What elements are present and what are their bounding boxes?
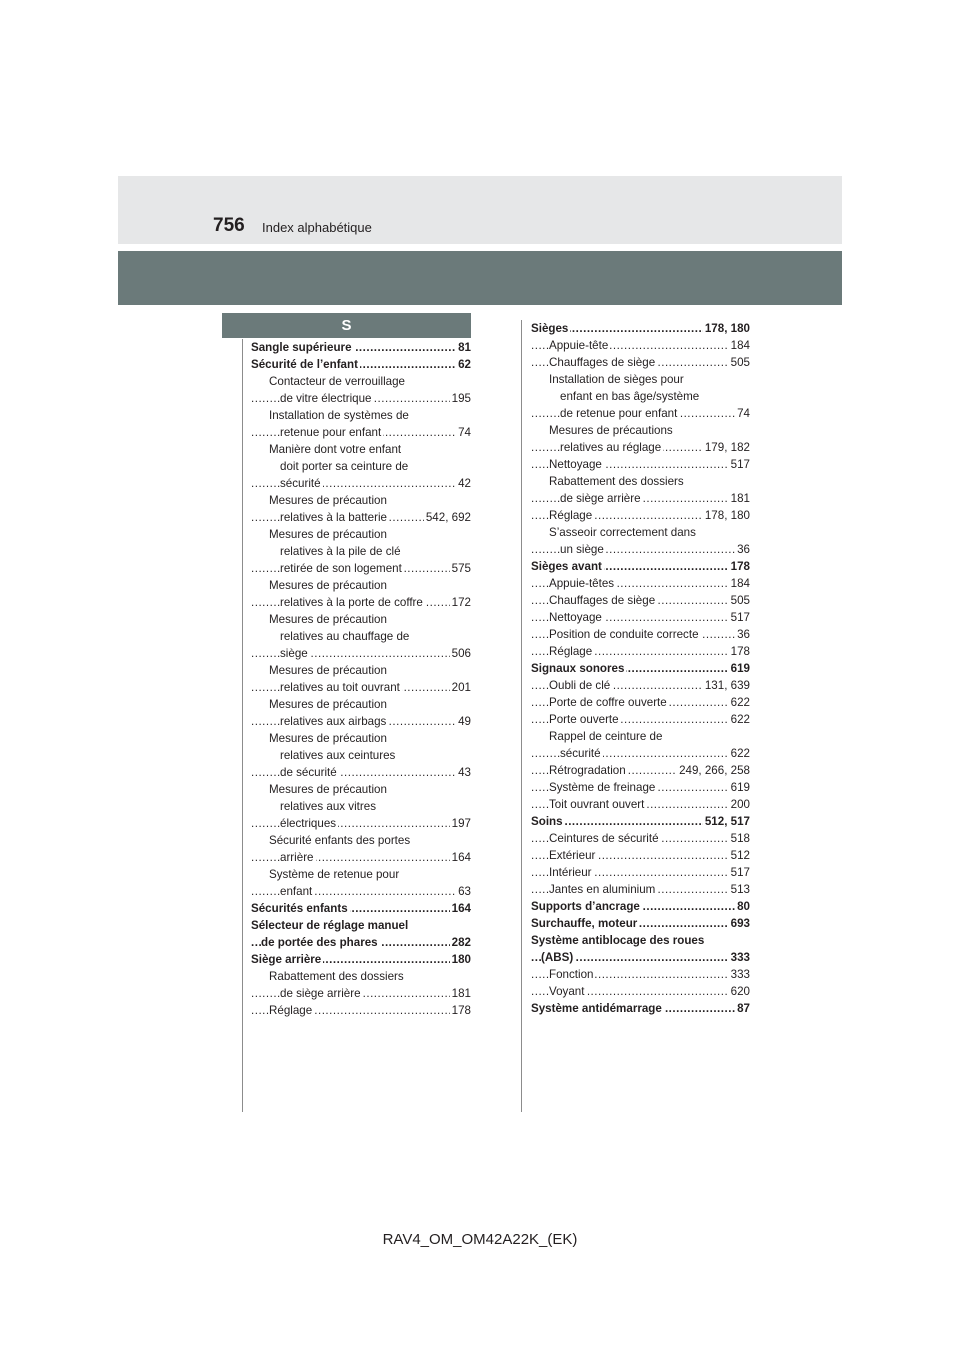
index-entry-text: Réglage: [269, 1004, 313, 1017]
index-entry-page: 74: [737, 407, 750, 420]
index-entry: [531, 592, 750, 609]
index-entry-text: de siège arrière: [280, 987, 361, 1000]
index-entry: [531, 762, 750, 779]
index-entry-page: 87: [737, 1002, 750, 1015]
index-entry: [251, 747, 471, 764]
index-entry: [531, 507, 750, 524]
index-entry: [531, 422, 750, 439]
index-entry: [531, 711, 750, 728]
index-entry: [251, 645, 471, 662]
index-entry: [251, 764, 471, 781]
index-entry: [531, 915, 750, 932]
index-entry-text: Mesures de précautions: [549, 424, 673, 437]
index-entry-page: 184: [730, 339, 750, 352]
index-entry: [251, 696, 471, 713]
index-entry-page: 201: [451, 681, 471, 694]
index-entry-text: Sécurités enfants: [251, 902, 348, 915]
index-entry-text: sécurité: [560, 747, 601, 760]
index-entry-text: relatives au chauffage de: [280, 630, 410, 643]
index-entry: [251, 492, 471, 509]
index-entry: [251, 781, 471, 798]
index-entry: [531, 830, 750, 847]
index-entry-text: Système de freinage: [549, 781, 656, 794]
index-entry: [251, 373, 471, 390]
index-entry-text: relatives au toit ouvrant: [280, 681, 400, 694]
index-entry-text: de retenue pour enfant: [560, 407, 678, 420]
index-entry: [531, 796, 750, 813]
index-entry-text: Mesures de précaution: [269, 732, 387, 745]
index-entry-page: 36: [737, 543, 750, 556]
index-entry-text: Ceintures de sécurité: [549, 832, 659, 845]
index-entry: [251, 662, 471, 679]
index-entry-text: relatives aux ceintures: [280, 749, 396, 762]
index-entry-text: Chauffages de siège: [549, 356, 656, 369]
index-entry: [251, 339, 471, 356]
index-entry: [531, 575, 750, 592]
index-entry: [531, 354, 750, 371]
index-entry: [531, 541, 750, 558]
index-entry: [531, 898, 750, 915]
index-entry: [531, 966, 750, 983]
index-entry-page: 249, 266, 258: [679, 764, 750, 777]
index-entry-text: Surchauffe, moteur: [531, 917, 638, 930]
index-entry-text: enfant: [280, 885, 313, 898]
index-entry-page: 195: [451, 392, 471, 405]
index-entry-text: Rétrogradation: [549, 764, 626, 777]
index-entry-page: 506: [451, 647, 471, 660]
index-entry-text: Sécurité de l’enfant: [251, 358, 358, 371]
index-entry: [531, 609, 750, 626]
index-entry: [531, 745, 750, 762]
index-entry-page: 200: [730, 798, 750, 811]
index-entry: [251, 407, 471, 424]
index-entry-page: 517: [730, 866, 750, 879]
index-entry-page: 42: [458, 477, 471, 490]
index-entry: [531, 983, 750, 1000]
index-entry-text: Mesures de précaution: [269, 613, 387, 626]
index-entry-page: 619: [730, 781, 750, 794]
index-entry-page: 172: [451, 596, 471, 609]
index-entry-page: 178: [730, 645, 750, 658]
index-entry-page: 36: [737, 628, 750, 641]
index-entry-page: 184: [730, 577, 750, 590]
column-divider-left: [242, 339, 243, 1112]
index-entry-text: Appuie-tête: [549, 339, 609, 352]
index-entry-text: Installation de systèmes de: [269, 409, 409, 422]
index-entry-text: doit porter sa ceinture de: [280, 460, 409, 473]
index-entry: [251, 475, 471, 492]
index-entry-page: 622: [730, 747, 750, 760]
index-entry-text: Mesures de précaution: [269, 494, 387, 507]
index-entry-page: 622: [730, 713, 750, 726]
index-entry: [251, 441, 471, 458]
index-entry: [531, 388, 750, 405]
index-entry: [531, 405, 750, 422]
index-entry-page: 81: [458, 341, 471, 354]
index-entry: [251, 713, 471, 730]
index-entry-text: de sécurité: [280, 766, 337, 779]
index-entry-page: 164: [451, 902, 471, 915]
index-entry: [251, 543, 471, 560]
index-entry-text: Réglage: [549, 509, 593, 522]
index-entry: [531, 694, 750, 711]
index-entry-text: Mesures de précaution: [269, 579, 387, 592]
index-entry: [531, 626, 750, 643]
index-entry-text: Installation de sièges pour: [549, 373, 684, 386]
index-entry: [531, 456, 750, 473]
section-letter-tab: S: [222, 313, 471, 338]
index-entry-page: 333: [730, 951, 750, 964]
index-entry-page: 282: [451, 936, 471, 949]
index-entry-page: 49: [458, 715, 471, 728]
index-entry-text: relatives à la batterie: [280, 511, 387, 524]
index-entry: [531, 439, 750, 456]
index-entry-text: retirée de son logement: [280, 562, 402, 575]
index-column-2: [531, 320, 750, 1017]
index-entry-text: Sélecteur de réglage manuel: [251, 919, 409, 932]
index-entry: [251, 594, 471, 611]
index-entry-text: Mesures de précaution: [269, 783, 387, 796]
index-entry: [531, 881, 750, 898]
index-entry-page: 513: [730, 883, 750, 896]
index-entry-text: Système antiblocage des roues: [531, 934, 705, 947]
index-entry-text: relatives aux airbags: [280, 715, 387, 728]
index-entry-text: Porte de coffre ouverte: [549, 696, 667, 709]
index-entry-page: 505: [730, 356, 750, 369]
index-entry-page: 62: [458, 358, 471, 371]
index-entry: [531, 949, 750, 966]
index-entry-page: 179, 182: [704, 441, 750, 454]
index-entry-text: Sièges avant: [531, 560, 602, 573]
index-entry: [251, 917, 471, 934]
column-divider-middle: [521, 320, 522, 1112]
index-entry-text: Jantes en aluminium: [549, 883, 656, 896]
index-entry: [251, 424, 471, 441]
index-entry-text: Mesures de précaution: [269, 698, 387, 711]
index-entry-text: enfant en bas âge/système: [560, 390, 700, 403]
index-entry: [251, 679, 471, 696]
index-entry-text: électriques: [280, 817, 337, 830]
index-entry-page: 178: [451, 1004, 471, 1017]
index-entry: [251, 866, 471, 883]
index-entry-text: Siège arrière: [251, 953, 322, 966]
index-entry-text: Intérieur: [549, 866, 592, 879]
header-title: Index alphabétique: [262, 220, 372, 235]
index-entry-text: Signaux sonores: [531, 662, 625, 675]
index-entry: [531, 813, 750, 830]
index-entry-text: Chauffages de siège: [549, 594, 656, 607]
index-entry-text: relatives à la porte de coffre: [280, 596, 423, 609]
index-entry-text: Soins: [531, 815, 563, 828]
index-entry: [251, 934, 471, 951]
index-entry-text: Fonction: [549, 968, 594, 981]
index-entry: [531, 1000, 750, 1017]
index-entry-text: Sièges: [531, 322, 569, 335]
index-entry-page: 518: [730, 832, 750, 845]
index-entry-text: retenue pour enfant: [280, 426, 382, 439]
index-entry: [531, 932, 750, 949]
index-entry: [251, 730, 471, 747]
index-entry-text: Appuie-têtes: [549, 577, 615, 590]
index-entry-text: de portée des phares: [261, 936, 378, 949]
index-entry: [251, 526, 471, 543]
index-entry: [251, 611, 471, 628]
index-entry-page: 575: [451, 562, 471, 575]
index-entry-text: relatives aux vitres: [280, 800, 377, 813]
index-entry-text: Sangle supérieure: [251, 341, 352, 354]
index-entry-page: 43: [458, 766, 471, 779]
index-entry-page: 517: [730, 611, 750, 624]
page-number: 756: [213, 215, 245, 236]
index-column-1: [251, 339, 471, 1019]
index-entry-text: sécurité: [280, 477, 321, 490]
index-entry-text: Toit ouvrant ouvert: [549, 798, 645, 811]
index-entry-page: 505: [730, 594, 750, 607]
index-entry: [531, 660, 750, 677]
index-entry-page: 63: [458, 885, 471, 898]
index-entry: [251, 1002, 471, 1019]
index-entry-page: 74: [458, 426, 471, 439]
index-entry-text: Rappel de ceinture de: [549, 730, 663, 743]
index-entry-page: 180: [451, 953, 471, 966]
index-entry: [531, 677, 750, 694]
index-entry: [251, 628, 471, 645]
index-entry-page: 512: [730, 849, 750, 862]
document-code: RAV4_OM_OM42A22K_(EK): [382, 1231, 578, 1248]
header-band: [118, 251, 842, 305]
index-entry: [251, 832, 471, 849]
index-entry-text: S’asseoir correctement dans: [549, 526, 696, 539]
index-entry: [251, 577, 471, 594]
index-entry-text: un siège: [560, 543, 604, 556]
index-entry: [251, 900, 471, 917]
index-entry-text: Rabattement des dossiers: [549, 475, 684, 488]
index-entry-page: 178, 180: [704, 509, 750, 522]
index-entry: [251, 509, 471, 526]
index-entry-page: 622: [730, 696, 750, 709]
index-entry-text: Réglage: [549, 645, 593, 658]
index-entry: [251, 798, 471, 815]
index-entry-text: Sécurité enfants des portes: [269, 834, 411, 847]
index-entry-text: Oubli de clé: [549, 679, 611, 692]
index-entry: [531, 643, 750, 660]
index-entry: [531, 558, 750, 575]
index-entry-page: 619: [730, 662, 750, 675]
index-entry-page: 131, 639: [704, 679, 750, 692]
index-entry-page: 178, 180: [704, 322, 750, 335]
index-entry: [251, 356, 471, 373]
index-entry-text: Rabattement des dossiers: [269, 970, 404, 983]
index-entry-text: (ABS): [541, 951, 574, 964]
index-entry-text: arrière: [280, 851, 314, 864]
index-entry: [251, 849, 471, 866]
index-entry-text: Système de retenue pour: [269, 868, 400, 881]
index-entry-page: 333: [730, 968, 750, 981]
index-entry-page: 181: [451, 987, 471, 1000]
index-entry: [531, 371, 750, 388]
index-entry: [531, 864, 750, 881]
index-entry: [251, 458, 471, 475]
index-entry-page: 542, 692: [425, 511, 471, 524]
index-entry: [251, 968, 471, 985]
index-entry-text: relatives au réglage: [560, 441, 662, 454]
index-entry: [531, 779, 750, 796]
index-entry-text: Extérieur: [549, 849, 596, 862]
index-entry-text: de vitre électrique: [280, 392, 372, 405]
index-entry-text: Manière dont votre enfant: [269, 443, 402, 456]
index-entry: [251, 390, 471, 407]
index-entry-text: Supports d’ancrage: [531, 900, 640, 913]
index-entry: [531, 320, 750, 337]
index-entry-text: Nettoyage: [549, 458, 602, 471]
index-entry-text: relatives à la pile de clé: [280, 545, 401, 558]
index-entry: [251, 883, 471, 900]
index-entry-text: de siège arrière: [560, 492, 641, 505]
index-entry-text: Mesures de précaution: [269, 664, 387, 677]
index-entry: [531, 728, 750, 745]
index-entry-page: 80: [737, 900, 750, 913]
index-entry: [251, 985, 471, 1002]
index-entry: [251, 815, 471, 832]
index-entry-page: 693: [730, 917, 750, 930]
index-entry-page: 620: [730, 985, 750, 998]
index-entry-text: Contacteur de verrouillage: [269, 375, 405, 388]
index-entry-page: 512, 517: [704, 815, 750, 828]
index-entry: [531, 490, 750, 507]
index-entry: [531, 524, 750, 541]
index-entry: [251, 951, 471, 968]
index-entry-text: siège: [280, 647, 308, 660]
index-entry-text: Voyant: [549, 985, 585, 998]
index-entry-text: Système antidémarrage: [531, 1002, 662, 1015]
index-entry: [531, 473, 750, 490]
index-entry-text: Mesures de précaution: [269, 528, 387, 541]
index-entry: [531, 847, 750, 864]
index-entry-text: Position de conduite correcte: [549, 628, 699, 641]
index-entry-page: 517: [730, 458, 750, 471]
index-entry-text: Nettoyage: [549, 611, 602, 624]
index-entry: [531, 337, 750, 354]
index-entry-page: 164: [451, 851, 471, 864]
index-entry-page: 181: [730, 492, 750, 505]
index-entry-text: Porte ouverte: [549, 713, 619, 726]
index-entry-page: 178: [730, 560, 750, 573]
index-entry-page: 197: [451, 817, 471, 830]
index-entry: [251, 560, 471, 577]
